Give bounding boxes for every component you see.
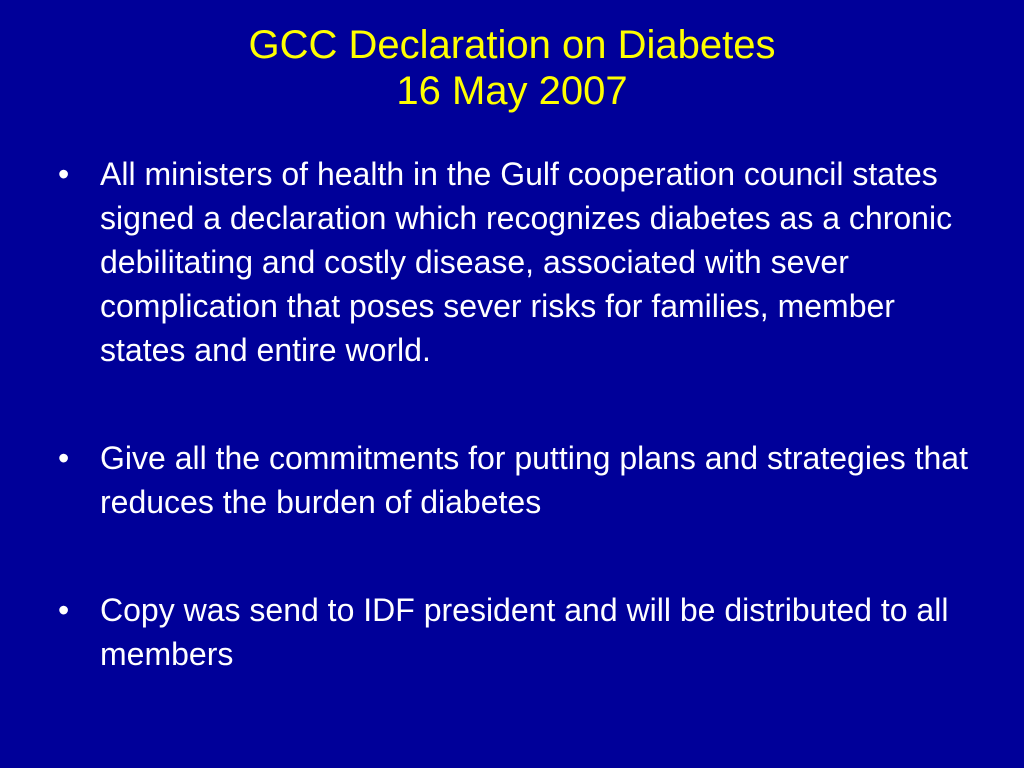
bullet-text: Give all the commitments for putting plans and strategies that reduces the burden of diabetes: [100, 440, 968, 520]
bullet-text: Copy was send to IDF president and will be distributed to all members: [100, 592, 949, 672]
bullet-dot-icon: •: [58, 156, 70, 192]
title-line-2: 16 May 2007: [396, 69, 628, 113]
bullet-text: All ministers of health in the Gulf cooperation council states signed a declaration which recognizes diabetes as a chronic debilitating and costly disease, associated with sever complication that poses sever risks for families, member states and entire world.: [100, 156, 953, 368]
bullet-list: [58, 152, 978, 740]
bullet-item: [58, 152, 978, 372]
bullet-dot-icon: •: [58, 440, 70, 476]
bullet-dot-icon: •: [58, 592, 70, 628]
slide-title: [0, 22, 1024, 114]
bullet-item: [58, 588, 978, 676]
title-line-1: GCC Declaration on Diabetes: [248, 23, 776, 67]
bullet-item: [58, 436, 978, 524]
